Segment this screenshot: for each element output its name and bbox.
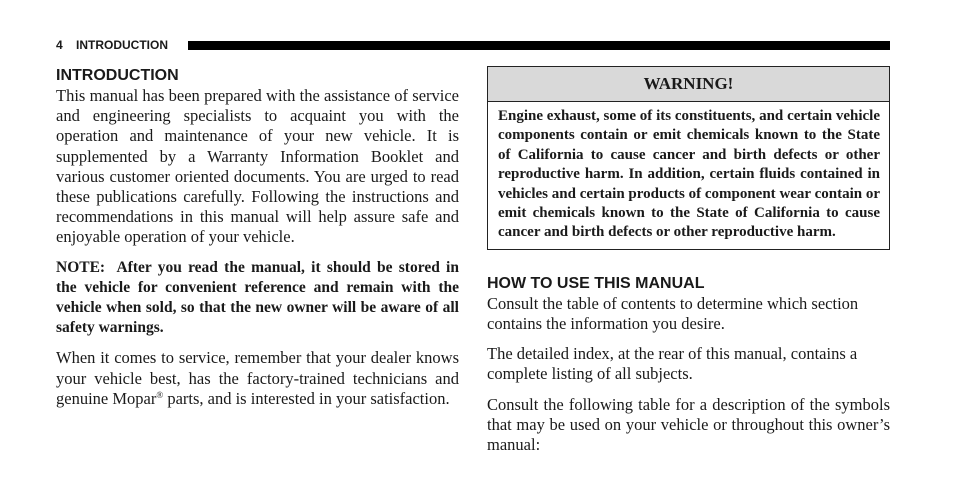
warning-text: Engine exhaust, some of its constituents, and certain vehicle components contain or emit chemicals known to the State of California to cause cancer and birth defects or other reproductive harm. In addition, certain fluids contained in vehicles and certain products of component wear contain or emit chemicals known to the State of California to cause cancer and birth defects or other reproductive harm. <box>498 108 880 241</box>
how-to-use-heading: HOW TO USE THIS MANUAL <box>487 274 705 292</box>
contents-paragraph: Consult the table of contents to determine which section contains the information you desire. <box>487 293 859 334</box>
right-column <box>487 66 890 465</box>
note-label: NOTE: <box>56 258 106 276</box>
left-column <box>56 66 459 419</box>
symbols-paragraph: Consult the following table for a description of the symbols that may be used on your vehicle or throughout this owner’s manual: <box>487 394 890 455</box>
warning-box <box>487 66 890 250</box>
warning-title: WARNING! <box>488 67 889 102</box>
note-text: After you read the manual, it should be stored in the vehicle for convenient reference and remain with the vehicle when sold, so that the new owner will be aware of all safety warnings. <box>56 258 459 337</box>
intro-paragraph: This manual has been prepared with the assistance of service and engineering specialists to acquaint you with the operation and maintenance of your new vehicle. It is supplemented by a Warranty Information Booklet and various customer oriented documents. You are urged to read these publications carefully. Following the instructions and recommendations in this manual will help assure safe and enjoyable operation of your vehicle. <box>56 86 459 247</box>
introduction-heading: INTRODUCTION <box>56 67 179 84</box>
header-rule <box>188 41 890 50</box>
service-text-before: When it comes to service, remember that your dealer knows your vehicle best, has the factory-trained technicians and genuine Mopar <box>56 348 459 408</box>
note-paragraph <box>56 258 459 339</box>
service-text-after: parts, and is interested in your satisfaction. <box>163 388 450 408</box>
page-number: 4 <box>56 38 63 52</box>
index-paragraph: The detailed index, at the rear of this manual, contains a complete listing of all subjects. <box>487 344 858 384</box>
service-paragraph <box>56 348 459 409</box>
page-header <box>56 38 890 52</box>
section-title: INTRODUCTION <box>76 38 168 52</box>
trademark-symbol: ® <box>156 389 164 400</box>
